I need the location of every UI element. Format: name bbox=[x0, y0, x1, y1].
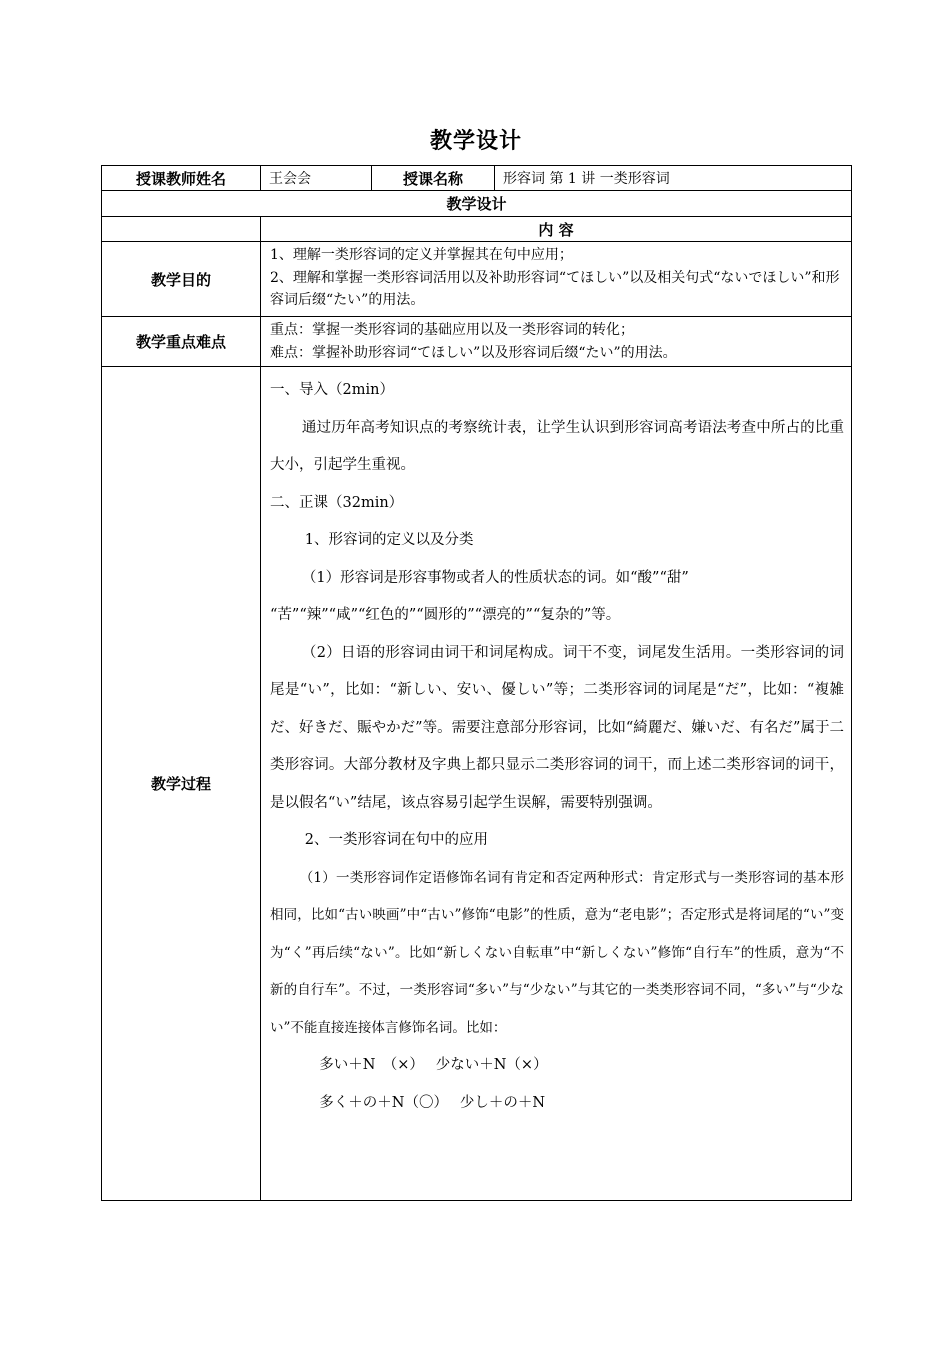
process-content bbox=[261, 367, 852, 1201]
course-name: 形容词 第 1 讲 一类形容词 bbox=[495, 166, 852, 191]
content-label: 内 容 bbox=[261, 217, 852, 242]
process-paragraph-subheading-1: 1、形容词的定义以及分类 bbox=[304, 532, 474, 548]
process-paragraph-examples: “苦”“辣”“咸”“红色的”“圆形的”“漂亮的”“复杂的”等。 bbox=[270, 607, 621, 623]
document-title: 教学设计 bbox=[429, 129, 522, 154]
course-label: 授课名称 bbox=[372, 166, 495, 191]
objective-line-2: 2、理解和掌握一类形容词活用以及补助形容词“てほしい”以及相关句式“ないでほしい”和形容词后缀“たい”的用法。 bbox=[270, 269, 840, 308]
key-point-line-1: 重点：掌握一类形容词的基础应用以及一类形容词的转化； bbox=[270, 322, 634, 338]
teacher-row bbox=[102, 166, 852, 191]
objectives-content bbox=[261, 242, 852, 317]
process-paragraph-structure: （2）日语的形容词由词干和词尾构成。词干不变，词尾发生活用。一类形容词的词尾是“い”，比如：“新しい、安い、優しい”等；二类形容词的词尾是“だ”，比如：“複雑だ、好きだ、賑やかだ”等。需要注意部分形容词，比如“綺麗だ、嫌いだ、有名だ”属于二类形容词。大部分教材及字典上都只显示二类形容词的词干，而上述二类形容词的词干，是以假名“い”结尾，该点容易引起学生误解，需要特别强调。 bbox=[270, 644, 844, 811]
process-paragraph-rule-1: 多い＋N （×） 少ない＋N（×） bbox=[319, 1057, 548, 1073]
process-paragraph-rule-2: 多く＋の＋N（〇） 少し＋の＋N bbox=[319, 1094, 546, 1111]
teacher-label: 授课教师姓名 bbox=[102, 166, 261, 191]
objectives-label: 教学目的 bbox=[102, 242, 261, 317]
process-paragraph-definition: （1）形容词是形容事物或者人的性质状态的词。如“酸”“甜” bbox=[301, 569, 689, 586]
process-row bbox=[102, 367, 852, 1201]
lesson-plan-table bbox=[101, 165, 852, 1201]
key-point-line-2: 难点：掌握补助形容词“てほしい”以及形容词后缀“たい”的用法。 bbox=[270, 344, 677, 361]
design-label: 教学设计 bbox=[102, 191, 852, 217]
process-paragraph-main-heading: 二、正课（32min） bbox=[270, 494, 404, 511]
key-points-label: 教学重点难点 bbox=[102, 317, 261, 367]
key-points-row bbox=[102, 317, 852, 367]
design-row bbox=[102, 191, 852, 217]
teacher-name: 王会会 bbox=[261, 166, 372, 191]
objective-line-1: 1、理解一类形容词的定义并掌握其在句中应用； bbox=[270, 247, 573, 263]
process-label: 教学过程 bbox=[102, 367, 261, 1201]
key-points-content bbox=[261, 317, 852, 367]
content-blank-cell bbox=[102, 217, 261, 242]
process-paragraph-intro: 通过历年高考知识点的考察统计表，让学生认识到形容词高考语法考查中所占的比重大小，引起学生重视。 bbox=[270, 419, 844, 473]
process-paragraph-subheading-2: 2、一类形容词在句中的应用 bbox=[304, 832, 489, 848]
content-row bbox=[102, 217, 852, 242]
objectives-row bbox=[102, 242, 852, 317]
process-paragraph-intro-heading: 一、导入（2min） bbox=[270, 382, 394, 398]
process-paragraph-usage: （1）一类形容词作定语修饰名词有肯定和否定两种形式：肯定形式与一类形容词的基本形相同，比如“古い映画”中“古い”修饰“电影”的性质，意为“老电影”；否定形式是将词尾的“い”变为“く”再后续“ない”。比如“新しくない自転車”中“新しくない”修饰“自行车”的性质，意为“不新的自行车”。不过，一类形容词“多い”与“少ない”与其它的一类类形容词不同，“多い”与“少ない”不能直接连接体言修饰名词。比如： bbox=[270, 869, 844, 1036]
